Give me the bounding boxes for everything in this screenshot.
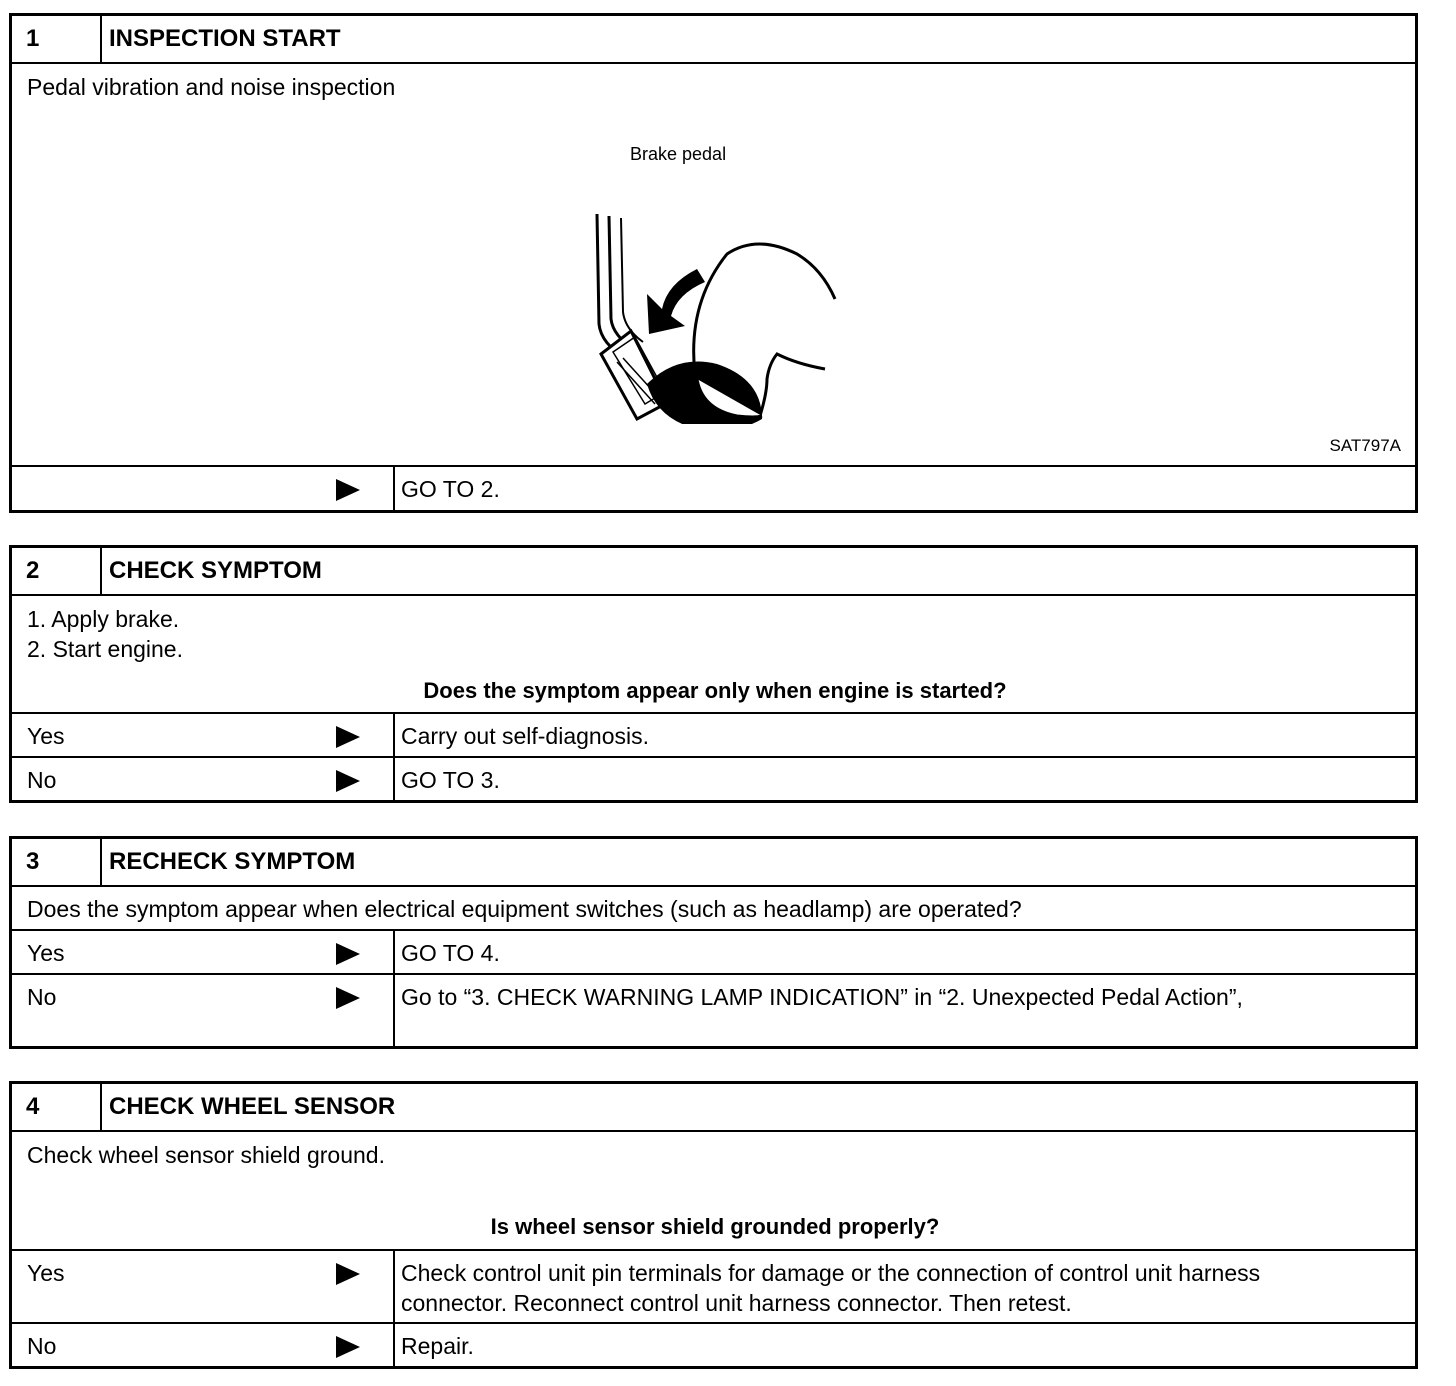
step-number: 2 <box>12 548 102 594</box>
answer-result: Repair. <box>401 1333 474 1359</box>
answer-result: GO TO 4. <box>401 940 500 966</box>
step-4-header <box>12 1084 1415 1132</box>
arrow-right-icon <box>336 770 360 792</box>
answer-label: No <box>12 758 395 802</box>
step-question: Does the symptom appear when electrical equipment switches (such as headlamp) are operated? <box>27 896 1022 922</box>
step-question: Does the symptom appear only when engine is started? <box>423 678 1007 703</box>
answer-result <box>395 1251 1415 1322</box>
step-title: CHECK WHEEL SENSOR <box>109 1093 396 1120</box>
step-title: RECHECK SYMPTOM <box>109 848 356 875</box>
answer-row-yes <box>12 714 1415 758</box>
figure-code: SAT797A <box>1329 436 1401 455</box>
step-4-body <box>12 1132 1415 1251</box>
arrow-right-icon <box>336 1336 360 1358</box>
answer-label: No <box>12 975 395 1047</box>
answer-row-yes <box>12 931 1415 975</box>
answer-result: Carry out self-diagnosis. <box>401 723 649 749</box>
step-2-header <box>12 548 1415 596</box>
figure-label: Brake pedal <box>630 144 727 164</box>
answer-label: No <box>12 1324 395 1368</box>
brake-pedal-illustration <box>587 194 847 424</box>
answer-row-no <box>12 758 1415 802</box>
step-question: Is wheel sensor shield grounded properly? <box>490 1214 940 1239</box>
answer-result: Go to “3. CHECK WARNING LAMP INDICATION” in “2. Unexpected Pedal Action”, <box>401 984 1243 1010</box>
answer-result-line: Check control unit pin terminals for damage or the connection of control unit harness <box>401 1260 1261 1286</box>
step-title: CHECK SYMPTOM <box>109 557 322 584</box>
step-1-body <box>12 64 1415 467</box>
step-3-body <box>12 887 1415 931</box>
answer-result: GO TO 2. <box>401 476 500 502</box>
answer-row-no <box>12 1324 1415 1368</box>
step-3-box <box>9 836 1418 1049</box>
step-instruction: Check wheel sensor shield ground. <box>27 1142 385 1168</box>
answer-label: Yes <box>12 1251 395 1322</box>
arrow-right-icon <box>336 943 360 965</box>
answer-row <box>12 467 1415 510</box>
step-instruction: 1. Apply brake. <box>27 606 180 632</box>
step-number: 1 <box>12 16 102 62</box>
step-2-box <box>9 545 1418 803</box>
step-2-body <box>12 596 1415 714</box>
step-number: 4 <box>12 1084 102 1130</box>
step-4-box <box>9 1081 1418 1369</box>
step-title: INSPECTION START <box>109 25 341 52</box>
answer-label: Yes <box>12 714 395 756</box>
step-1-header <box>12 16 1415 64</box>
answer-result-line: connector. Reconnect control unit harness connector. Then retest. <box>401 1290 1072 1316</box>
answer-result: GO TO 3. <box>401 767 500 793</box>
answer-row-no <box>12 975 1415 1047</box>
step-number: 3 <box>12 839 102 885</box>
step-1-box <box>9 13 1418 513</box>
step-instruction: 2. Start engine. <box>27 636 183 662</box>
arrow-right-icon <box>336 726 360 748</box>
arrow-right-icon <box>336 479 360 501</box>
answer-row-yes <box>12 1251 1415 1324</box>
step-3-header <box>12 839 1415 887</box>
arrow-right-icon <box>336 1263 360 1285</box>
answer-label <box>12 467 395 510</box>
answer-label: Yes <box>12 931 395 973</box>
arrow-right-icon <box>336 987 360 1009</box>
step-description: Pedal vibration and noise inspection <box>27 74 396 100</box>
